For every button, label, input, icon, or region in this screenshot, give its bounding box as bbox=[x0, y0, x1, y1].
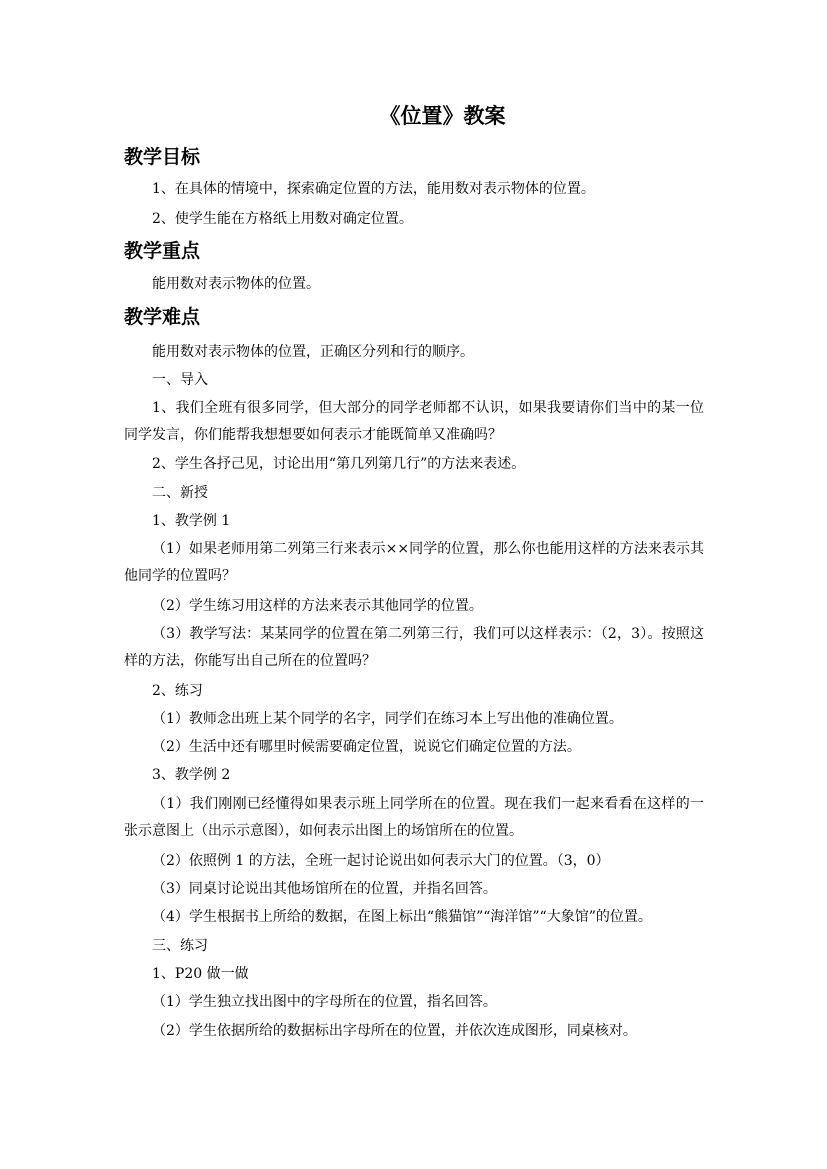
body-paragraph: （1）学生独立找出图中的字母所在的位置，指名回答。 bbox=[152, 994, 497, 1010]
body-paragraph: （2）学生练习用这样的方法来表示其他同学的位置。 bbox=[152, 598, 483, 614]
body-paragraph: （3）教学写法：某某同学的位置在第二列第三行，我们可以这样表示：（2，3）。按照这样的方法，你能写出自己所在的位置吗？ bbox=[124, 626, 704, 669]
section-heading-intro: 一、导入 bbox=[152, 372, 208, 388]
body-paragraph: （1）教师念出班上某个同学的名字，同学们在练习本上写出他的准确位置。 bbox=[152, 711, 623, 727]
subsection-heading: 1、P20 做一做 bbox=[152, 966, 249, 982]
body-paragraph: （4）学生根据书上所给的数据，在图上标出“熊猫馆”“海洋馆”“大象馆”的位置。 bbox=[152, 909, 652, 925]
subsection-heading: 3、教学例 2 bbox=[152, 767, 231, 783]
objectives-heading: 教学目标 bbox=[124, 146, 201, 168]
section-heading-new: 二、新授 bbox=[152, 485, 208, 501]
body-paragraph: 1、我们全班有很多同学，但大部分的同学老师都不认识，如果我要请你们当中的某一位同学发言，你们能帮我想想要如何表示才能既简单又准确吗？ bbox=[124, 400, 704, 443]
difficulties-heading: 教学难点 bbox=[124, 306, 201, 328]
difficulty-item: 能用数对表示物体的位置，正确区分列和行的顺序。 bbox=[152, 344, 474, 360]
subsection-heading: 1、教学例 1 bbox=[152, 513, 231, 529]
subsection-heading: 2、练习 bbox=[152, 683, 203, 699]
body-paragraph: （2）学生依据所给的数据标出字母所在的位置，并依次连成图形，同桌核对。 bbox=[152, 1023, 637, 1039]
body-paragraph: （2）依照例 1 的方法，全班一起讨论说出如何表示大门的位置。（3，0） bbox=[152, 853, 610, 869]
document-title: 《位置》教案 bbox=[379, 103, 506, 128]
objective-item: 2、使学生能在方格纸上用数对确定位置。 bbox=[152, 211, 413, 227]
body-paragraph: （1）我们刚刚已经懂得如果表示班上同学所在的位置。现在我们一起来看看在这样的一张示意图上（出示示意图），如何表示出图上的场馆所在的位置。 bbox=[124, 796, 704, 839]
body-paragraph: （2）生活中还有哪里时候需要确定位置，说说它们确定位置的方法。 bbox=[152, 739, 581, 755]
key-point-item: 能用数对表示物体的位置。 bbox=[152, 276, 320, 292]
body-paragraph: 2、学生各抒己见，讨论出用“第几列第几行”的方法来表述。 bbox=[152, 456, 526, 472]
objective-item: 1、在具体的情境中，探索确定位置的方法，能用数对表示物体的位置。 bbox=[152, 181, 595, 197]
body-paragraph: （1）如果老师用第二列第三行来表示××同学的位置，那么你也能用这样的方法来表示其他同学的位置吗？ bbox=[124, 541, 704, 584]
body-paragraph: （3）同桌讨论说出其他场馆所在的位置，并指名回答。 bbox=[152, 881, 497, 897]
section-heading-practice: 三、练习 bbox=[152, 938, 208, 954]
key-points-heading: 教学重点 bbox=[124, 240, 201, 262]
